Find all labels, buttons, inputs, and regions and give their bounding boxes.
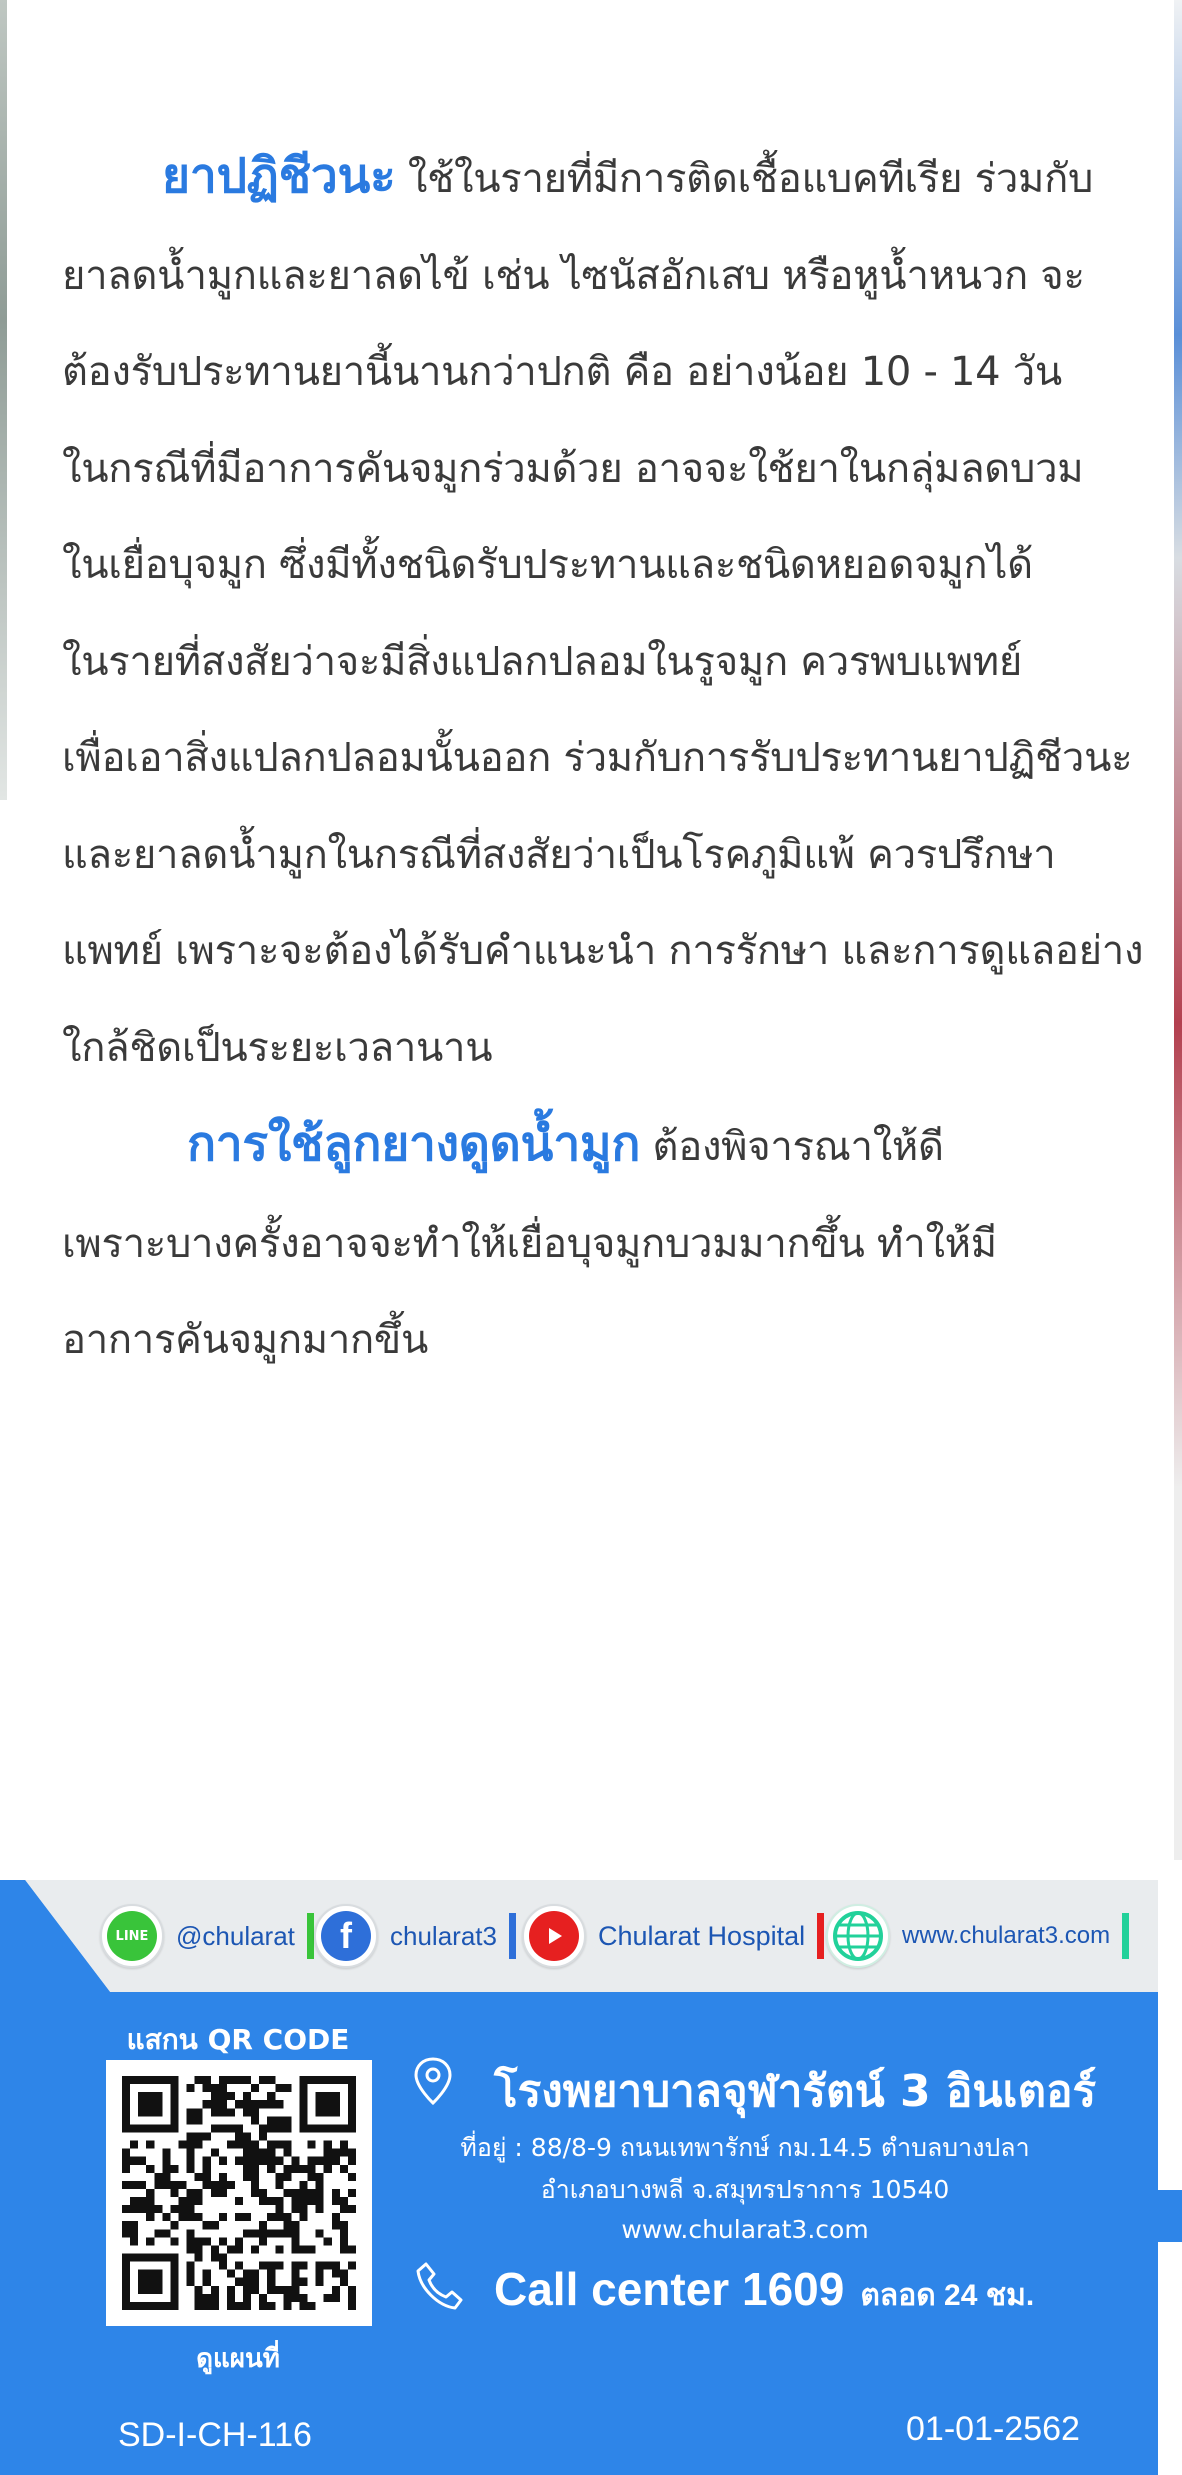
heading-nasal-suction: การใช้ลูกยางดูดน้ำมูก (187, 1116, 641, 1172)
divider (509, 1913, 516, 1959)
facebook-icon: f (314, 1904, 378, 1968)
play-icon (543, 1925, 565, 1947)
paragraph-line: ต้องพิจารณาให้ดี (652, 1124, 944, 1170)
call-center-number: Call center 1609 (494, 2263, 845, 2315)
article-body (62, 128, 1144, 1389)
divider (307, 1913, 314, 1959)
paragraph-line: ต้องรับประทานยานี้นานกว่าปกติ คือ อย่างน้อย 10 - 14 วัน (62, 349, 1062, 395)
call-center[interactable] (494, 2262, 1034, 2319)
qr-title: แสกน QR CODE (126, 2023, 350, 2056)
paragraph-line: ในรายที่สงสัยว่าจะมีสิ่งแปลกปลอมในรูจมูก ควรพบแพทย์ (62, 638, 1022, 685)
youtube-icon (522, 1904, 586, 1968)
social-line-label: @chularat (176, 1920, 295, 1951)
phone-icon (414, 2260, 464, 2312)
paragraph-line: เพราะบางครั้งอาจจะทำให้เยื่อบุจมูกบวมมากขึ้น ทำให้มี (62, 1220, 997, 1267)
document-code: SD-I-CH-116 (118, 2416, 312, 2454)
social-facebook-link[interactable] (314, 1902, 516, 1970)
globe-icon (826, 1904, 890, 1968)
right-edge-tab (1156, 2190, 1182, 2242)
social-facebook-label: chularat3 (390, 1920, 497, 1951)
left-edge-decoration (0, 0, 7, 800)
paragraph-line: ใกล้ชิดเป็นระยะเวลานาน (62, 1024, 493, 1071)
address-line-2: อำเภอบางพลี จ.สมุทรปราการ 10540 (540, 2175, 950, 2204)
right-edge-decoration (1174, 0, 1182, 1860)
paragraph-line: ยาลดน้ำมูกและยาลดไข้ เช่น ไซนัสอักเสบ หรือหูน้ำหนวก จะ (62, 252, 1085, 299)
footer-website[interactable]: www.chularat3.com (621, 2215, 869, 2244)
paragraph-line: แพทย์ เพราะจะต้องได้รับคำแนะนำ การรักษา และการดูแลอย่าง (62, 928, 1144, 974)
social-website-link[interactable] (826, 1902, 1129, 1970)
line-icon: LINE (100, 1904, 164, 1968)
location-pin-icon (412, 2056, 454, 2106)
social-youtube-link[interactable] (522, 1902, 824, 1970)
hospital-name: โรงพยาบาลจุฬารัตน์ 3 อินเตอร์ (494, 2066, 1097, 2117)
qr-caption: ดูแผนที่ (196, 2344, 280, 2374)
social-youtube-label: Chularat Hospital (598, 1920, 806, 1951)
social-links-band (0, 1880, 1158, 1992)
social-website-label: www.chularat3.com (902, 1922, 1111, 1949)
qr-code-image (122, 2076, 356, 2310)
paragraph-line: ในกรณีที่มีอาการคันจมูกร่วมด้วย อาจจะใช้ยาในกลุ่มลดบวม (62, 445, 1084, 492)
paragraph-antibiotics-first-line (62, 128, 1122, 228)
heading-antibiotics: ยาปฏิชีวนะ (162, 148, 396, 204)
paragraph-line: อาการคันจมูกมากขึ้น (62, 1317, 429, 1363)
paragraph-line: ใช้ในรายที่มีการติดเชื้อแบคทีเรีย ร่วมกับ (407, 156, 1094, 202)
address-line-1: ที่อยู่ : 88/8-9 ถนนเทพารักษ์ กม.14.5 ตำบลบางปลา (460, 2133, 1030, 2162)
paragraph-line: และยาลดน้ำมูกในกรณีที่สงสัยว่าเป็นโรคภูมิแพ้ ควรปรึกษา (62, 831, 1056, 878)
qr-code[interactable] (106, 2060, 372, 2326)
paragraph-suction-first-line (62, 1096, 1122, 1196)
paragraph-line: เพื่อเอาสิ่งแปลกปลอมนั้นออก ร่วมกับการรับประทานยาปฏิชีวนะ (62, 735, 1133, 781)
paragraph-line: ในเยื่อบุจมูก ซึ่งมีทั้งชนิดรับประทานและชนิดหยอดจมูกได้ (62, 542, 1033, 588)
document-date: 01-01-2562 (906, 2410, 1080, 2448)
social-line-link[interactable] (100, 1902, 314, 1970)
divider (1122, 1913, 1129, 1959)
call-center-hours: ตลอด 24 ชม. (860, 2279, 1035, 2312)
divider (817, 1913, 824, 1959)
